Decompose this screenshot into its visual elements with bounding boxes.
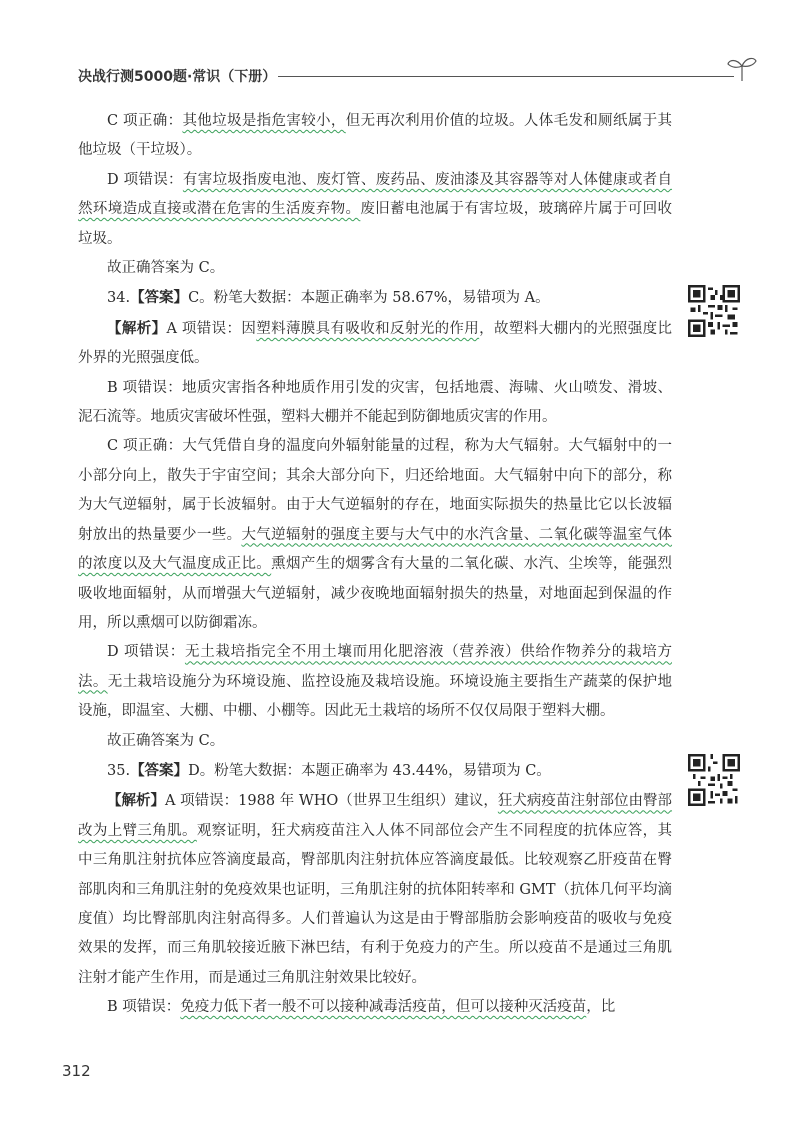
text-segment: 观察证明，狂犬病疫苗注入人体不同部位会产生不同程度的抗体应答，其中三角肌注射抗体应答滴度最高，臀部肌肉注射抗体应答滴度最低。比较观察乙肝疫苗在臀部肌肉和三角肌注射的免疫效果也证明，三角肌注射的抗体阳转率和 GMT（抗体几何平均滴度值）均比臀部肌肉注射高得多。人们普遍认为这是由于臀部脂肪会影响疫苗的吸收与免疫效果的发挥，而三角肌较接近腋下淋巴结，有利于免疫力的产生。所以疫苗不是通过三角肌注射才能产生作用，而是通过三角肌注射效果比较好。 bbox=[78, 822, 673, 986]
bold-label: 【答案】 bbox=[130, 289, 189, 307]
text-segment: B 项错误：地质灾害指各种地质作用引发的灾害，包括地震、海啸、火山喷发、滑坡、泥石流等。地质灾害破坏性强，塑料大棚并不能起到防御地质灾害的作用。 bbox=[78, 379, 672, 426]
text-segment: ，比 bbox=[586, 999, 616, 1016]
paragraph bbox=[78, 756, 672, 786]
running-header bbox=[78, 62, 758, 92]
bold-label: 【解析】 bbox=[107, 792, 166, 810]
text-segment: 无土栽培设施分为环境设施、监控设施及栽培设施。环境设施主要指生产蔬菜的保护地设施，即温室、大棚、中棚、小棚等。因此无土栽培的场所不仅仅局限于塑料大棚。 bbox=[78, 673, 672, 720]
text-segment: 废旧蓄电池属于有害垃圾，玻璃碎片属于可回收垃圾。 bbox=[78, 201, 673, 247]
text-segment: 35. bbox=[107, 762, 131, 779]
paragraph bbox=[78, 374, 672, 433]
paragraph bbox=[78, 107, 672, 166]
text-segment: ，故塑料大棚内的光照强度比外界的光照强度低。 bbox=[78, 320, 673, 367]
key-point-text: 大气逆辐射的强度主要与大气中的水汽含量、二氧化碳等温室气体的浓度以及大气温度成正比。 bbox=[78, 526, 673, 573]
text-segment: C 项正确： bbox=[107, 113, 183, 129]
paragraph bbox=[78, 786, 672, 993]
sprout-leaf-icon bbox=[726, 54, 758, 82]
paragraph bbox=[78, 283, 672, 313]
text-segment: A 项错误：因 bbox=[166, 320, 257, 337]
header-rule bbox=[278, 76, 734, 77]
paragraph bbox=[78, 166, 672, 254]
page-number: 312 bbox=[62, 1062, 91, 1080]
bold-label: 【解析】 bbox=[107, 319, 167, 337]
text-segment: D 项错误： bbox=[107, 644, 185, 661]
paragraph bbox=[78, 254, 672, 283]
paragraph bbox=[78, 314, 672, 374]
paragraph bbox=[78, 727, 672, 756]
key-point-text: 有害垃圾指废电池、废灯管、废药品、废油漆及其容器等对人体健康或者自然环境造成直接或潜在危害的生活废弃物。 bbox=[78, 171, 673, 218]
key-point-text: 无土栽培指完全不用土壤而用化肥溶液（营养液）供给作物养分的栽培方法。 bbox=[78, 644, 672, 690]
paragraph bbox=[78, 993, 672, 1022]
text-segment: 熏烟产生的烟雾含有大量的二氧化碳、水汽、尘埃等，能强烈吸收地面辐射，从而增强大气逆辐射，减少夜晚地面辐射损失的热量，对地面起到保温的作用，所以熏烟可以防御霜冻。 bbox=[78, 556, 673, 631]
qr-code-icon[interactable] bbox=[688, 285, 740, 337]
text-segment: 故正确答案为 C。 bbox=[107, 732, 225, 749]
text-segment: 但无再次利用价值的垃圾。人体毛发和厕纸属于其他垃圾（干垃圾）。 bbox=[78, 113, 673, 159]
text-segment: A 项错误：1988 年 WHO（世界卫生组织）建议， bbox=[165, 793, 498, 810]
text-segment: 34. bbox=[107, 290, 131, 307]
paragraph bbox=[78, 638, 672, 726]
paragraph bbox=[78, 432, 672, 638]
text-segment: C 项正确：大气凭借自身的温度向外辐射能量的过程，称为大气辐射。大气辐射中的一小部分向上，散失于宇宙空间；其余大部分向下，归还给地面。大气辐射中向下的部分，称为大气逆辐射，属于长波辐射。由于大气逆辐射的存在，地面实际损失的热量比它以长波辐射放出的热量要少一些。 bbox=[78, 438, 672, 543]
header-title: 决战行测5000题·常识（下册） bbox=[78, 69, 277, 85]
text-segment: D。粉笔大数据：本题正确率为 43.44%，易错项为 C。 bbox=[188, 762, 551, 779]
text-segment: C。粉笔大数据：本题正确率为 58.67%，易错项为 A。 bbox=[188, 290, 550, 307]
text-segment: B 项错误： bbox=[107, 999, 181, 1016]
explanation-text bbox=[78, 107, 672, 1023]
key-point-text: 塑料薄膜具有吸收和反射光的作用 bbox=[256, 320, 480, 337]
bold-label: 【答案】 bbox=[130, 761, 189, 779]
key-point-text: 免疫力低下者一般不可以接种减毒活疫苗，但可以接种灭活疫苗 bbox=[180, 999, 587, 1016]
text-segment: 故正确答案为 C。 bbox=[107, 260, 225, 277]
text-segment: D 项错误： bbox=[107, 171, 183, 188]
qr-code-icon[interactable] bbox=[688, 754, 740, 806]
key-point-text: 其他垃圾是指危害较小， bbox=[182, 113, 346, 129]
key-point-text: 狂犬病疫苗注射部位由臀部改为上臂三角肌。 bbox=[78, 793, 673, 839]
